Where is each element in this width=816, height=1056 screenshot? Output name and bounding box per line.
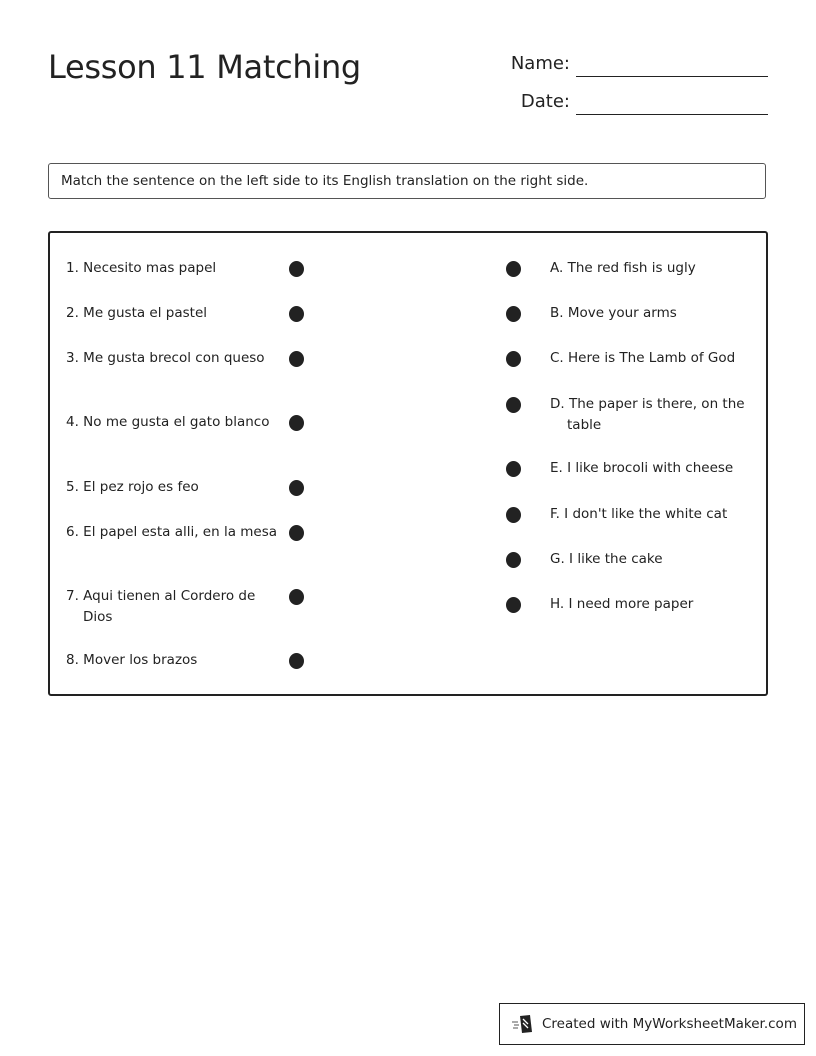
worksheet-logo-icon	[512, 1014, 534, 1034]
right-item: E. I like brocoli with cheese	[550, 460, 734, 476]
left-item: 1. Necesito mas papel	[66, 260, 217, 276]
right-item: G. I like the cake	[550, 551, 663, 567]
right-item: B. Move your arms	[550, 305, 677, 321]
right-item: H. I need more paper	[550, 596, 694, 612]
right-match-dot[interactable]	[506, 306, 521, 322]
right-item: F. I don't like the white cat	[550, 506, 728, 522]
right-match-dot[interactable]	[506, 507, 521, 523]
left-match-dot[interactable]	[289, 306, 304, 322]
left-item: 6. El papel esta alli, en la mesa	[66, 524, 278, 540]
left-item: 5. El pez rojo es feo	[66, 479, 199, 495]
left-item: 4. No me gusta el gato blanco	[66, 414, 270, 430]
left-item: 7. Aqui tienen al Cordero de Dios	[66, 588, 256, 625]
left-match-dot[interactable]	[289, 525, 304, 541]
footer-text: Created with MyWorksheetMaker.com	[542, 1016, 797, 1032]
name-line[interactable]	[576, 76, 768, 77]
left-match-dot[interactable]	[289, 261, 304, 277]
left-match-dot[interactable]	[289, 653, 304, 669]
right-match-dot[interactable]	[506, 351, 521, 367]
left-item: 2. Me gusta el pastel	[66, 305, 208, 321]
instructions-box: Match the sentence on the left side to its English translation on the right side.	[48, 163, 766, 199]
right-match-dot[interactable]	[506, 261, 521, 277]
name-label: Name:	[510, 53, 570, 74]
right-item: D. The paper is there, on the table	[550, 396, 745, 433]
left-match-dot[interactable]	[289, 480, 304, 496]
right-match-dot[interactable]	[506, 597, 521, 613]
right-match-dot[interactable]	[506, 397, 521, 413]
page-title: Lesson 11 Matching	[48, 48, 361, 86]
left-match-dot[interactable]	[289, 589, 304, 605]
date-label: Date:	[520, 91, 570, 112]
right-match-dot[interactable]	[506, 552, 521, 568]
right-item: C. Here is The Lamb of God	[550, 350, 736, 366]
left-item: 3. Me gusta brecol con queso	[66, 350, 265, 366]
footer-credit	[499, 1003, 805, 1045]
left-match-dot[interactable]	[289, 351, 304, 367]
left-item: 8. Mover los brazos	[66, 652, 198, 668]
right-match-dot[interactable]	[506, 461, 521, 477]
right-item: A. The red fish is ugly	[550, 260, 696, 276]
date-line[interactable]	[576, 114, 768, 115]
left-match-dot[interactable]	[289, 415, 304, 431]
